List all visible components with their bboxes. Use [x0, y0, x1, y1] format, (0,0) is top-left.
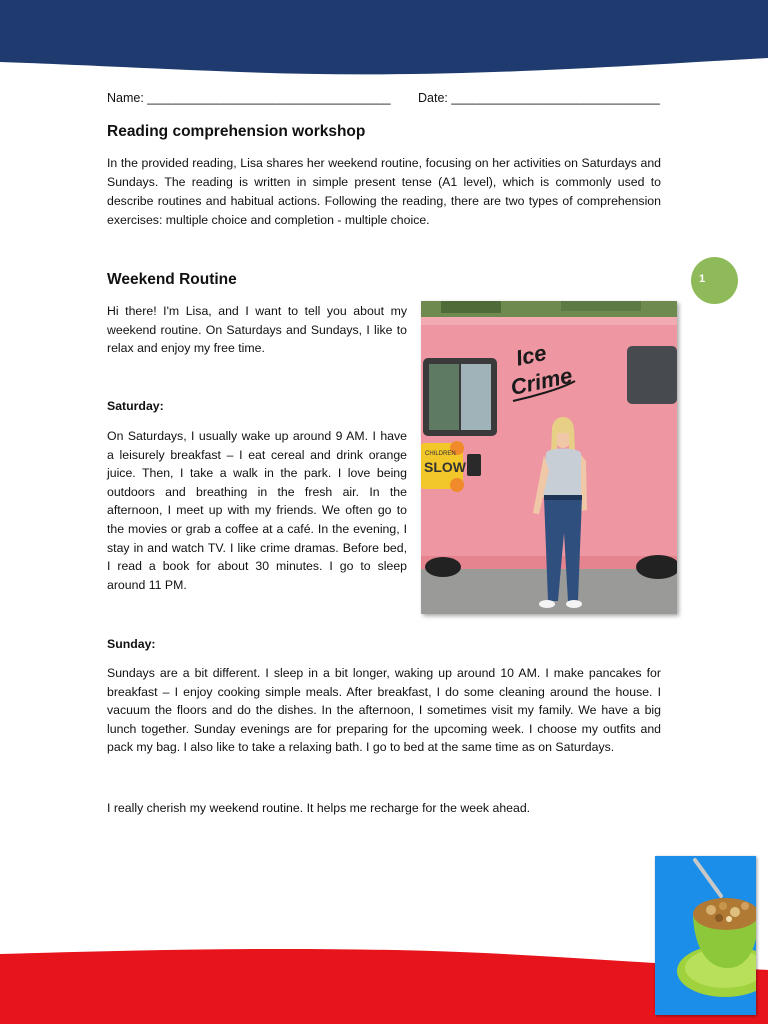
truck-text-ice: Ice — [513, 339, 549, 371]
name-field[interactable]: Name: ___________________________________ — [107, 91, 391, 105]
sign-slow-text: SLOW — [424, 459, 466, 475]
reading-title: Weekend Routine — [107, 271, 237, 288]
sunday-text: Sundays are a bit different. I sleep in a bit longer, waking up around 10 AM. I make pancakes for breakfast – I enjoy cooking simple meals. After breakfast, I do some cleaning around the house. I vacuum the floors and do the dishes. In the afternoon, I sometimes visit my family. We have a big lunch together. Sunday evenings are for preparing for the upcoming week. I choose my outfits and pack my bag. I also like to take a relaxing bath. I go to bed at the same time as on Saturdays. — [107, 666, 661, 755]
sunday-heading: Sunday: — [107, 637, 156, 651]
truck-text-crime: Crime — [508, 362, 575, 401]
sign-children-text: CHILDREN — [425, 451, 456, 457]
workshop-intro: In the provided reading, Lisa shares her weekend routine, focusing on her activities on Saturdays and Sundays. The reading is written in simple present tense (A1 level), which is commonly used to describe routines and habitual actions. Following the reading, there are two types of comprehension exercises: multiple choice and completion - multiple choice. — [107, 156, 661, 227]
header-banner — [0, 0, 768, 80]
closing-text: I really cherish my weekend routine. It helps me recharge for the week ahead. — [107, 801, 531, 815]
workshop-title: Reading comprehension workshop — [107, 123, 366, 140]
name-date-line — [107, 91, 660, 105]
date-field[interactable]: Date: ______________________________ — [418, 91, 660, 105]
footer-banner — [0, 940, 768, 1024]
page-number-badge — [691, 257, 738, 304]
saturday-text: On Saturdays, I usually wake up around 9 AM. I have a leisurely breakfast – I eat cereal and drink orange juice. Then, I take a walk in the park. I love being outdoors and breathing in the fresh air. In the afternoon, I meet up with my friends. We often go to the movies or grab a coffee at a café. In the evening, I stay in and watch TV. I like crime dramas. Before bed, I read a book for about 30 minutes. I go to sleep around 11 PM. — [107, 429, 407, 592]
cereal-bowl-image — [655, 856, 756, 1015]
lisa-photo — [421, 301, 677, 614]
reading-intro: Hi there! I'm Lisa, and I want to tell you about my weekend routine. On Saturdays and Sundays, I like to relax and enjoy my free time. — [107, 304, 407, 356]
saturday-heading: Saturday: — [107, 399, 164, 413]
page-number: 1 — [699, 273, 706, 285]
